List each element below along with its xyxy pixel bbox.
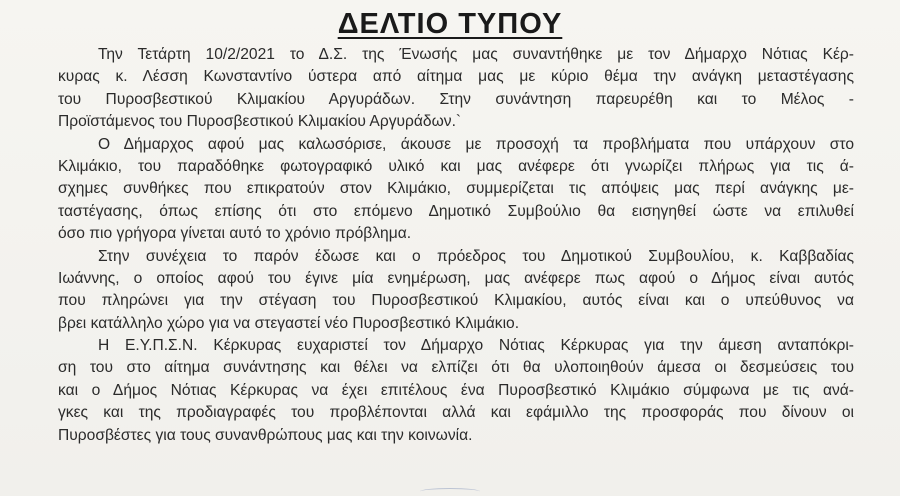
paragraph-2-line-5: όσο πιο γρήγορα γίνεται αυτό το χρόνιο πρόβλημα. <box>58 225 412 243</box>
paragraph-1-line-2: κυρας κ. Λέσση Κωνσταντίνο ύστερα από αίτημα μας με κύριο θέμα την ανάγκη μεταστέγασης <box>58 68 854 86</box>
paragraph-4-line-5: Πυροσβέστες για τους συνανθρώπους μας και την κοινωνία. <box>58 426 473 444</box>
document-title <box>0 8 900 41</box>
paragraph-4-line-2: ση του στο αίτημα συνάντησης και θέλει να ελπίζει ότι θα υλοποιηθούν άμεσα οι δεσμεύσεις του <box>58 359 854 377</box>
paragraph-2-line-3: σχημες συνθήκες που επικρατούν στον Κλιμάκιο, συμμερίζεται τις απόψεις μας περί ανάγκης με- <box>58 180 854 198</box>
paragraph-3-line-1: Στην συνέχεια το παρόν έδωσε και ο πρόεδρος του Δημοτικού Συμβουλίου, κ. Καββαδίας <box>98 247 854 265</box>
paragraph-1-line-1: Την Τετάρτη 10/2/2021 το Δ.Σ. της Ένωσής μας συναντήθηκε με τον Δήμαρχο Νότιας Κέρ- <box>98 46 854 63</box>
paragraph-4-line-4: γκες και της προδιαγραφές του προβλέπονται αλλά και εφάμιλλο της προσφοράς που δίνουν οι <box>58 404 854 422</box>
paragraph-2-line-2: Κλιμάκιο, του παραδόθηκε φωτογραφικό υλικό και μας ανέφερε ότι γνωρίζει πλήρως για τις ά- <box>58 157 854 175</box>
paragraph-4-line-3: και ο Δήμος Νότιας Κέρκυρας να έχει επιτέλους ένα Πυροσβεστικό Κλιμάκιο σύμφωνα με τις ανά- <box>58 381 854 399</box>
paragraph-2-line-1: Ο Δήμαρχος αφού μας καλωσόρισε, άκουσε με προσοχή τα προβλήματα που υπάρχουν στο <box>98 135 854 153</box>
stamp-edge-decoration <box>420 488 480 495</box>
paragraph-3-line-4: βρει κατάλληλο χώρο για να στεγαστεί νέο Πυροσβεστικό Κλιμάκιο. <box>58 314 520 332</box>
document-body <box>58 44 854 447</box>
title-text: ΔΕΛΤΙΟ ΤΥΠΟΥ <box>337 8 563 40</box>
paragraph-1-line-4: Προϊστάμενος του Πυροσβεστικού Κλιμακίου Αργυράδων.` <box>58 113 462 131</box>
paragraph-4-line-1: Η Ε.Υ.Π.Σ.Ν. Κέρκυρας ευχαριστεί τον Δήμαρχο Νότιας Κέρκυρας για την άμεση ανταπόκρι- <box>98 337 854 355</box>
paragraph-3-line-3: που πληρώνει για την στέγαση του Πυροσβεστικού Κλιμακίου, αυτός είναι και ο υπεύθυνος να <box>58 292 854 310</box>
paragraph-1-line-3: του Πυροσβεστικού Κλιμακίου Αργυράδων. Στην συνάντηση παρευρέθη και το Μέλος - <box>58 90 854 108</box>
paragraph-3-line-2: Ιωάννης, ο οποίος αφού του έγινε μία ενημέρωση, μας ανέφερε πως αφού ο Δήμος είναι αυτός <box>58 269 854 287</box>
paragraph-2-line-4: ταστέγασης, όπως επίσης ότι στο επόμενο Δημοτικό Συμβούλιο θα εισηγηθεί ώστε να επιλυθεί <box>58 202 854 220</box>
